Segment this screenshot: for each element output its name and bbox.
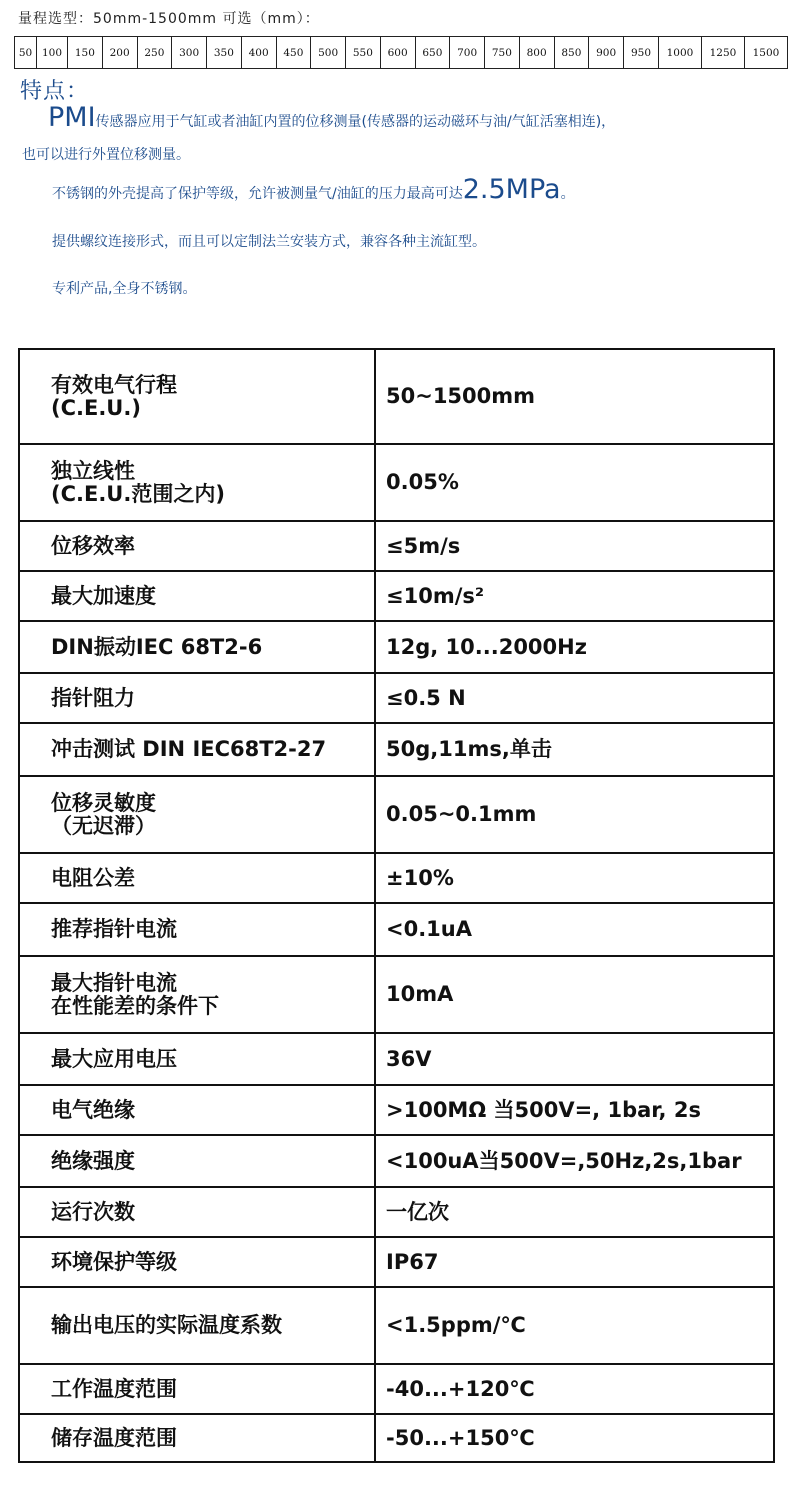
feature-line-1-text: 传感器应用于气缸或者油缸内置的位移测量(传感器的运动磁环与油/气缸活塞相连)， <box>95 114 616 130</box>
spec-label-cell <box>19 903 375 956</box>
pressure-value: 2.5MPa <box>462 174 561 205</box>
spec-row <box>19 1187 774 1237</box>
spec-label-cell <box>19 853 375 903</box>
spec-row <box>19 853 774 903</box>
spec-row <box>19 723 774 776</box>
spec-sublabel: 在性能差的条件下 <box>51 993 219 1018</box>
spec-row <box>19 1135 774 1187</box>
feature-line-3: 提供螺纹连接形式，而且可以定制法兰安装方式，兼容各种主流缸型。 <box>52 234 486 250</box>
range-option: 150 <box>68 37 103 69</box>
spec-label: 独立线性 <box>51 458 135 483</box>
spec-label: 工作温度范围 <box>51 1376 177 1401</box>
spec-value: 50g,11ms,单击 <box>375 723 774 776</box>
spec-value: ≤5m/s <box>375 521 774 571</box>
spec-row <box>19 1033 774 1085</box>
spec-value: 50~1500mm <box>375 349 774 444</box>
spec-value: -40...+120℃ <box>375 1364 774 1414</box>
spec-value: 一亿次 <box>375 1187 774 1237</box>
spec-label: 环境保护等级 <box>51 1249 177 1274</box>
spec-label-cell <box>19 444 375 521</box>
spec-label: 推荐指针电流 <box>51 917 177 942</box>
spec-value: 10mA <box>375 956 774 1033</box>
spec-value: -50...+150℃ <box>375 1414 774 1462</box>
spec-row <box>19 1414 774 1462</box>
spec-label: DIN振动IEC 68T2-6 <box>51 634 263 659</box>
spec-label-cell <box>19 1135 375 1187</box>
spec-label: 输出电压的实际温度系数 <box>51 1313 282 1338</box>
spec-value: >100MΩ 当500V=, 1bar, 2s <box>375 1085 774 1135</box>
range-option: 400 <box>241 37 276 69</box>
brand-pmi: PMI <box>48 102 96 133</box>
spec-sublabel: (C.E.U.范围之内) <box>51 481 225 506</box>
feature-line-2 <box>52 176 575 203</box>
spec-label-cell <box>19 776 375 853</box>
feature-line-2-text: 不锈钢的外壳提高了保护等级，允许被测量气/油缸的压力最高可达 <box>52 186 463 202</box>
spec-label-cell <box>19 621 375 673</box>
range-options-row <box>15 37 788 69</box>
spec-value: ≤10m/s² <box>375 571 774 621</box>
range-option: 1250 <box>702 37 745 69</box>
range-option: 500 <box>311 37 346 69</box>
range-option: 900 <box>589 37 624 69</box>
spec-label-cell <box>19 1187 375 1237</box>
range-option: 350 <box>207 37 242 69</box>
spec-row <box>19 1237 774 1287</box>
range-option: 450 <box>276 37 311 69</box>
spec-row <box>19 1287 774 1364</box>
range-option: 50 <box>15 37 37 69</box>
range-option: 800 <box>519 37 554 69</box>
range-option: 200 <box>102 37 137 69</box>
spec-row <box>19 444 774 521</box>
spec-value: IP67 <box>375 1237 774 1287</box>
range-option: 750 <box>485 37 520 69</box>
spec-label-cell <box>19 1364 375 1414</box>
spec-table <box>18 348 775 1463</box>
spec-label-cell <box>19 673 375 723</box>
spec-row <box>19 673 774 723</box>
range-option: 250 <box>137 37 172 69</box>
spec-value: 36V <box>375 1033 774 1085</box>
spec-label: 有效电气行程 <box>51 372 177 397</box>
spec-value: ±10% <box>375 853 774 903</box>
range-option: 300 <box>172 37 207 69</box>
spec-label: 电阻公差 <box>51 865 135 890</box>
feature-line-4: 专利产品,全身不锈钢。 <box>52 281 197 297</box>
spec-row <box>19 521 774 571</box>
spec-sublabel: （无迟滞） <box>51 813 156 838</box>
spec-value: 12g, 10...2000Hz <box>375 621 774 673</box>
range-option: 950 <box>624 37 659 69</box>
spec-value: <100uA当500V=,50Hz,2s,1bar <box>375 1135 774 1187</box>
spec-label: 运行次数 <box>51 1199 135 1224</box>
spec-row <box>19 956 774 1033</box>
range-option: 850 <box>554 37 589 69</box>
spec-value: 0.05% <box>375 444 774 521</box>
spec-label: 冲击测试 DIN IEC68T2-27 <box>51 737 327 762</box>
range-option: 100 <box>37 37 68 69</box>
spec-value: ≤0.5 N <box>375 673 774 723</box>
spec-value: <1.5ppm/℃ <box>375 1287 774 1364</box>
range-option: 650 <box>415 37 450 69</box>
spec-label: 位移灵敏度 <box>51 790 156 815</box>
spec-row <box>19 349 774 444</box>
spec-label-cell <box>19 956 375 1033</box>
spec-row <box>19 1364 774 1414</box>
spec-row <box>19 1085 774 1135</box>
features-heading: 特点： <box>20 79 90 104</box>
spec-row <box>19 903 774 956</box>
range-option: 700 <box>450 37 485 69</box>
spec-label-cell <box>19 1414 375 1462</box>
feature-line-2-end: 。 <box>560 186 575 202</box>
spec-label-cell <box>19 1085 375 1135</box>
spec-label: 指针阻力 <box>51 685 135 710</box>
spec-label: 绝缘强度 <box>51 1148 135 1173</box>
spec-label-cell <box>19 571 375 621</box>
spec-sublabel: (C.E.U.) <box>51 395 141 420</box>
spec-row <box>19 621 774 673</box>
spec-label-cell <box>19 1237 375 1287</box>
range-selection-title: 量程选型：50mm-1500mm 可选（mm）： <box>18 11 320 27</box>
feature-line-1-cont: 也可以进行外置位移测量。 <box>22 147 190 163</box>
spec-value: <0.1uA <box>375 903 774 956</box>
feature-line-1 <box>48 104 615 131</box>
spec-label-cell <box>19 521 375 571</box>
spec-label-cell <box>19 1033 375 1085</box>
spec-label: 最大加速度 <box>51 583 156 608</box>
spec-label: 位移效率 <box>51 533 135 558</box>
range-option: 1000 <box>659 37 702 69</box>
range-option: 600 <box>380 37 415 69</box>
spec-table-body <box>19 349 774 1462</box>
spec-label: 最大应用电压 <box>51 1046 177 1071</box>
range-option: 550 <box>346 37 381 69</box>
spec-label-cell <box>19 1287 375 1364</box>
spec-label: 最大指针电流 <box>51 970 177 995</box>
range-option: 1500 <box>745 37 788 69</box>
spec-label: 电气绝缘 <box>51 1097 135 1122</box>
spec-label: 储存温度范围 <box>51 1425 177 1450</box>
spec-label-cell <box>19 349 375 444</box>
spec-label-cell <box>19 723 375 776</box>
range-options-table <box>14 36 788 69</box>
spec-row <box>19 776 774 853</box>
spec-row <box>19 571 774 621</box>
spec-value: 0.05~0.1mm <box>375 776 774 853</box>
